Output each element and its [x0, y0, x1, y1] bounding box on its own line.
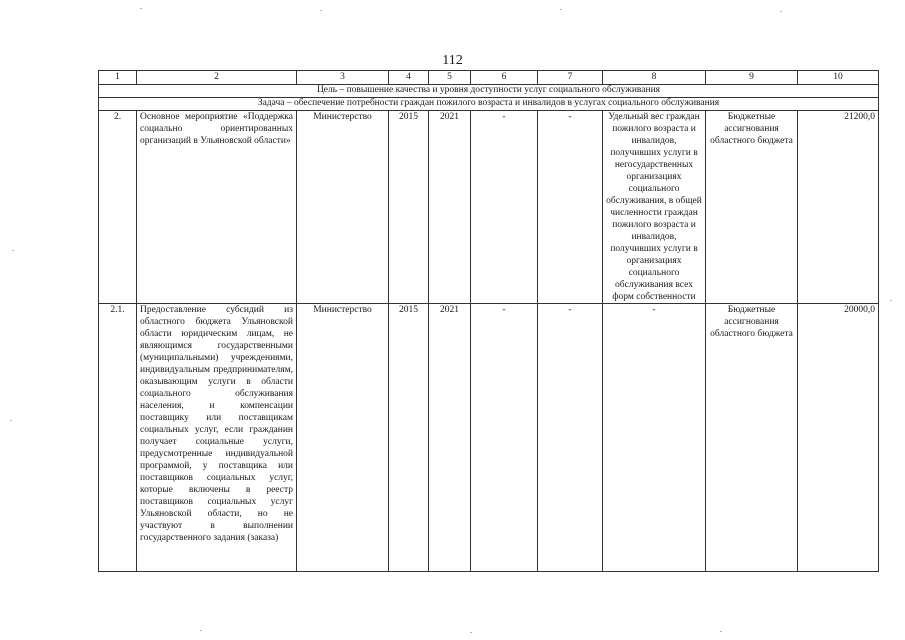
header-cell: 3	[297, 71, 389, 85]
header-cell: 1	[99, 71, 137, 85]
amount: 21200,0	[798, 111, 879, 304]
col7-value: -	[538, 111, 603, 304]
scan-speck	[890, 300, 892, 301]
scan-speck	[12, 250, 14, 251]
col6-value: -	[471, 304, 538, 572]
row-number: 2.1.	[99, 304, 137, 572]
funding-source: Бюджетные ассигнования областного бюджета	[706, 304, 798, 572]
header-cell: 8	[603, 71, 706, 85]
funding-source: Бюджетные ассигнования областного бюджета	[706, 111, 798, 304]
measure-name: Основное мероприятие «Поддержка социально ориентированных организаций в Ульяновской области»	[137, 111, 297, 304]
header-cell: 10	[798, 71, 879, 85]
header-cell: 5	[429, 71, 471, 85]
goal-row	[99, 85, 879, 98]
indicator: -	[603, 304, 706, 572]
header-cell: 7	[538, 71, 603, 85]
end-year: 2021	[429, 304, 471, 572]
scan-speck	[560, 9, 562, 10]
scan-speck	[780, 11, 782, 12]
scan-speck	[140, 8, 142, 9]
executor: Министерство	[297, 304, 389, 572]
col6-value: -	[471, 111, 538, 304]
table-row	[99, 111, 879, 304]
goal-text: Цель – повышение качества и уровня доступности услуг социального обслуживания	[99, 85, 879, 98]
page-number: 112	[442, 53, 463, 68]
start-year: 2015	[389, 304, 429, 572]
header-cell: 2	[137, 71, 297, 85]
executor: Министерство	[297, 111, 389, 304]
col7-value: -	[538, 304, 603, 572]
start-year: 2015	[389, 111, 429, 304]
header-cell: 9	[706, 71, 798, 85]
task-text: Задача – обеспечение потребности граждан пожилого возраста и инвалидов в услугах социального обслуживания	[99, 98, 879, 111]
scan-speck	[320, 10, 322, 11]
row-number: 2.	[99, 111, 137, 304]
amount: 20000,0	[798, 304, 879, 572]
scan-speck	[200, 630, 202, 631]
end-year: 2021	[429, 111, 471, 304]
measure-name: Предоставление субсидий из областного бюджета Ульяновской области юридическим лицам, не являющимся государственными (муниципальными) учреждениями, индивидуальным предпринимателям, оказывающим услуги в области социального обслуживания населения, и компенсации поставщику или поставщикам социальных услуг, если гражданин получает социальные услуги, предусмотренные индивидуальной программой, у поставщика или поставщиков социальных услуг, которые включены в реестр поставщиков социальных услуг Ульяновской области, но не участвуют в выполнении государственного задания (заказа)	[137, 304, 297, 572]
scan-speck	[10, 420, 12, 421]
program-table	[98, 70, 879, 572]
header-cell: 6	[471, 71, 538, 85]
table-row	[99, 304, 879, 572]
scan-speck	[720, 631, 722, 632]
scan-speck	[470, 632, 472, 633]
header-row	[99, 71, 879, 85]
header-cell: 4	[389, 71, 429, 85]
task-row	[99, 98, 879, 111]
indicator: Удельный вес граждан пожилого возраста и инвалидов, получивших услуги в негосударственных организациях социального обслуживания, в общей численности граждан пожилого возраста и инвалидов, получивших услуги в организациях социального обслуживания всех форм собственности	[603, 111, 706, 304]
